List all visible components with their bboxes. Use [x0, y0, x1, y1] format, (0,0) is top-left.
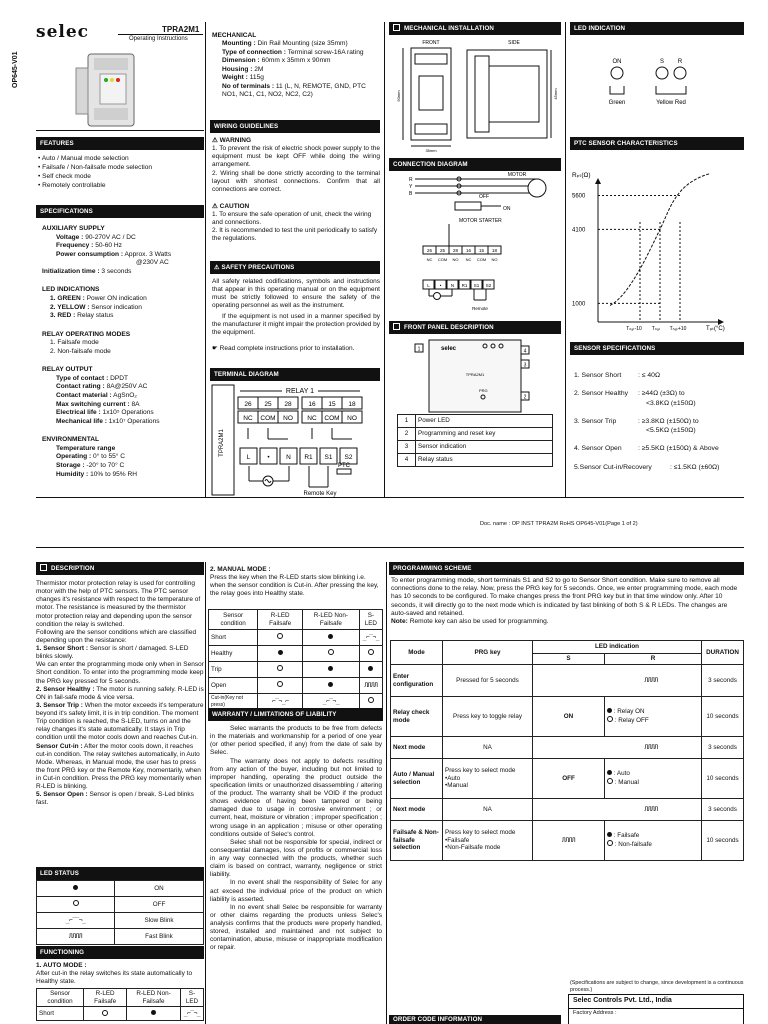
- svg-text:selec: selec: [441, 346, 457, 352]
- svg-text:PRG: PRG: [479, 388, 488, 393]
- terminal-bottom-label: L: [246, 454, 251, 461]
- programming-body: To enter programming mode, short terminals S1 and S2 to go to Sensor Short condition. Make sure to remove all connections done to the relay. Now, press the PRG key for 5 seconds. Once, we enter programming mode, each mode has 10 seconds to be configured. To make changes press the front PRG key but in that time window only. After 10 seconds, it will directly go to the next mode which is indicated by fast blinking of both S & R LEDs. The changes are auto-saved and retained. Note: Remote key can also be used for programming.: [391, 577, 738, 626]
- feature-item: • Remotely controllable: [38, 181, 106, 189]
- model-title: TPRA2M1: [162, 25, 200, 34]
- programming-row: Relay check mode Press key to toggle relay ON : Relay ON : Relay OFF 10 seconds: [391, 697, 744, 737]
- led-indications-title: LED INDICATIONS: [42, 286, 100, 294]
- conn-terminal-bottom-label: S1: [473, 283, 480, 288]
- safety-header: ⚠ SAFETY PRECAUTIONS: [210, 261, 380, 274]
- doc-name: Doc. name : OP INST TPRA2M RoHS OP645-V01(Page 1 of 2): [480, 521, 638, 527]
- description-body: Thermistor motor protection relay is used for controlling motor with the help of PTC sensors. The PTC sensor changes it's resistance with respect to the temperature of motor. The resistance is measured by the thermistor motor protection relay and depending upon the sensor condition the relay is switched. Following are the sensor conditions which are classified depending upon the resistance: 1. Sensor Short : Sensor is short / damaged. S-LED blinks slowly. We can enter the programming mode only when in Sensor Short condition. To enter into the programming mode keep the PRG key pressed for 5 seconds. 2. Sensor Healthy : The motor is running safely. R-LED is ON in fail-safe mode & vice versa. 3. Sensor Trip : When the motor exceeds it's temperature beyond it's safety limit, it is in trip condition. The moment Trip condition is reached, the S-LED, turns on and the relay changes it's state automatically. It stays in Trip condition until the motor cools down and reaches Cut-in. Sensor Cut-in : After the motor cools down, it reaches cut-in condition. The relay switches automatically, in Auto Mode. Whereas, in Manual mode, the user has to press the front PRG key or the Remote Key, momentarily, when in Cut-in condition. Press the PRG key momentarily when R-LED is blinking. 5. Sensor Open : Sensor is open / break. S-Led blinks fast.: [36, 580, 204, 807]
- safety-body: All safety related codifications, symbols and instructions that appear in this operating manual or on the equipment must be strictly followed to ensure the safety of the operating personnel as well as the instrument. If the equipment is not used in a manner specified by the manufacturer it might impair the protection provided by the equipment. ☛ Read complete instructions prior to installation.: [212, 278, 381, 352]
- terminal-number: 28: [284, 401, 292, 408]
- warranty-body: Selec warrants the products to be free from defects in the materials and workmanship for a period of one year (or other period specified, if any) from the date of sale by Selec. The warranty does not apply to defects resulting from any action of the buyer, including but not limited to improper handling, operating the product outside the specification limits or unauthorized disassembling / altering of the product. The warranty shall be VOID if the product shows evidence of having been tampered or being damaged due to usage in corrosive environment ; or current, heat, moisture or vibration ; improper specification ; wrong usage in an application ; misuse or other operating conditions outside of Selec's control. Selec shall not be responsible for special, indirect or consequential damages, loss of profits or commercial loss in any way connected with the products, whether such claim is based on contract, warranty, negligence or strict liability. In no event shall the responsibility of Selec for any act exceed the individual price of the product on which liability is asserted. In no event shall Selec be responsible for warranty or other claims regarding the products unless Selec's analysis confirms that the products were properly handled, stored, installed and maintained and not subject to contamination, abuse, misuse or inappropriate modification or repair.: [210, 725, 382, 952]
- conn-terminal-bottom-label: R1: [461, 283, 468, 288]
- relay-modes-title: RELAY OPERATING MODES: [42, 330, 131, 338]
- feature-item: • Auto / Manual mode selection: [38, 155, 129, 162]
- product-image: [74, 52, 146, 128]
- company-box: Selec Controls Pvt. Ltd., India Factory Address :: [568, 994, 744, 1024]
- svg-text:Y: Y: [409, 184, 413, 190]
- x-tick-label: Tₙₐₜ: [651, 326, 661, 332]
- svg-text:TPRA2M1: TPRA2M1: [465, 372, 485, 377]
- svg-text:R: R: [409, 177, 413, 183]
- conn-terminal-bottom-label: •: [439, 283, 442, 288]
- conn-terminal-number: 18: [491, 248, 498, 253]
- specifications-body: AUXILIARY SUPPLY Voltage : 90-270V AC / DC Frequency : 50-60 Hz Power consumption : Approx. 3 Watts @230V AC Initialization time : 3 seconds LED INDICATIONS 1. GREEN : Power ON indication 2. YELLOW : Sensor indication 3. RED : Relay status RELAY OPERATING MODES 1. Failsafe mode 2. Non-failsafe mode RELAY OUTPUT Type of contact : DPDT Contact rating : 8A@250V AC Contact material : AgSnO₂ Max switching current : 8A Electrical life : 1x10⁵ Operations Mechanical life : 1x10⁷ Operations ENVIRONMENTAL Temperature range Operating : 0° to 55° C Storage : -20° to 70° C Humidity : 10% to 95% RH: [42, 225, 204, 479]
- conn-terminal-number: 15: [478, 248, 485, 253]
- doc-code: OP645-V01: [12, 51, 19, 88]
- terminal-diagram: [210, 383, 380, 498]
- sensor-spec-item: <5.5KΩ (±150Ω): [646, 427, 696, 435]
- sensor-spec-item: 1. Sensor Short : ≤ 40Ω: [574, 372, 661, 379]
- terminal-function: NO: [347, 415, 357, 422]
- svg-text:Remote Key: Remote Key: [303, 491, 337, 497]
- front-panel-row: 4 Relay status: [398, 454, 553, 467]
- terminal-diagram-header: TERMINAL DIAGRAM: [210, 368, 380, 381]
- sensor-specs-list: [574, 362, 744, 472]
- terminal-number: 26: [244, 401, 252, 408]
- conn-terminal-bottom-label: S2: [485, 283, 492, 288]
- aux-supply-title: AUXILIARY SUPPLY: [42, 225, 105, 232]
- svg-text:FRONT: FRONT: [422, 40, 440, 46]
- conn-terminal-number: 26: [426, 248, 433, 253]
- manual-mode-table: Sensor condition R-LED Failsafe R-LED Non-Failsafe S-LED Short _⌐‾¬_ Healthy Trip Open ЛЛЛЛ Cut-in(Key not press) ⌐‾¬_⌐ _⌐‾¬_: [208, 609, 383, 710]
- slow-blink-symbol: _⌐‾‾¬_: [37, 913, 115, 929]
- programming-table: Mode PRG key LED indication DURATION S R Enter configuration Pressed for 5 seconds ЛЛЛЛ 3 seconds Relay check mode Press key to toggle relay ON : Relay ON : Relay OFF 10 seconds Next mode NA ЛЛЛЛ 3 seconds Auto / Manual selection Press key to select mode •Auto •Manual OFF : Auto : Manual 10 seconds Next mode NA ЛЛЛЛ 3 seconds Failsafe & Non-failsafe selection Press key to select mode •Failsafe •Non-Failsafe mode ЛЛЛЛ : Failsafe : Non-failsafe 10 seconds: [390, 640, 744, 861]
- svg-text:ON: ON: [503, 206, 511, 212]
- conn-terminal-function: NO: [452, 257, 459, 262]
- front-panel-table: [397, 414, 553, 467]
- mechanical-section: MECHANICAL Mounting : Din Rail Mounting (size 35mm) Type of connection : Terminal screw-16A rating Dimension : 60mm x 35mm x 90mm Housing : 2M Weight : 115g No of terminals : 11 (L, N, REMOTE, GND, PTC NO1, NC1, C1, NO2, NC2, C2): [212, 32, 366, 99]
- programming-row: Next mode NA ЛЛЛЛ 3 seconds: [391, 799, 744, 821]
- terminal-function: NC: [243, 415, 253, 422]
- led-indication-drawing: [570, 36, 744, 128]
- conn-terminal-function: COM: [437, 257, 448, 262]
- terminal-bottom-label: N: [286, 454, 291, 461]
- svg-text:2: 2: [523, 394, 527, 401]
- conn-terminal-function: NC: [426, 257, 433, 262]
- terminal-function: COM: [260, 415, 276, 422]
- led-on-symbol: [73, 885, 78, 890]
- conn-terminal-function: NO: [491, 257, 498, 262]
- svg-text:MOTOR STARTER: MOTOR STARTER: [459, 218, 502, 224]
- svg-text:PTC: PTC: [338, 463, 350, 469]
- functioning-header: FUNCTIONING: [36, 946, 204, 959]
- front-panel-header: FRONT PANEL DESCRIPTION: [389, 321, 561, 334]
- terminal-number: 25: [264, 401, 272, 408]
- front-panel-row: 1 Power LED: [398, 415, 553, 428]
- sensor-spec-item: 5.Sensor Cut-in/Recovery : ≤1.5KΩ (±60Ω): [574, 463, 720, 471]
- warning-icon: ⚠: [212, 137, 220, 144]
- wiring-guidelines-header: WIRING GUIDELINES: [210, 120, 380, 133]
- led-indication-header: LED INDICATION: [570, 22, 744, 35]
- led-status-header: LED STATUS: [36, 867, 204, 880]
- connection-diagram: [389, 172, 561, 317]
- fast-blink-symbol: ЛЛЛЛ: [37, 929, 115, 945]
- feature-item: • Failsafe / Non-failsafe mode selection: [38, 163, 153, 171]
- conn-terminal-number: 25: [439, 248, 446, 253]
- svg-text:4: 4: [523, 348, 527, 355]
- svg-text:MOTOR: MOTOR: [507, 172, 527, 178]
- relay-label: RELAY 1: [285, 388, 315, 395]
- features-list: [38, 155, 204, 191]
- environmental-title: ENVIRONMENTAL: [42, 436, 100, 444]
- conn-terminal-function: NC: [465, 257, 472, 262]
- terminal-bottom-label: S1: [324, 454, 333, 461]
- front-panel-row: 3 Sensor indication: [398, 441, 553, 454]
- svg-text:3: 3: [523, 362, 527, 369]
- svg-text:B: B: [409, 191, 413, 197]
- conn-terminal-number: 28: [452, 248, 459, 253]
- terminal-function: NO: [283, 415, 293, 422]
- terminal-function: NC: [307, 415, 317, 422]
- svg-text:SIDE: SIDE: [508, 40, 520, 46]
- conn-terminal-bottom-label: L: [427, 283, 430, 288]
- y-tick-label: 1000: [572, 301, 586, 308]
- svg-text:Yellow Red: Yellow Red: [656, 100, 686, 106]
- warning-icon: ⚠: [214, 264, 222, 271]
- svg-text:ON: ON: [612, 59, 622, 65]
- connection-diagram-header: CONNECTION DIAGRAM: [389, 158, 561, 171]
- conn-terminal-bottom-label: N: [450, 283, 455, 288]
- front-panel-row: 2 Programming and reset key: [398, 428, 553, 441]
- svg-text:R: R: [677, 59, 683, 65]
- hand-pointer-icon: ☛: [212, 344, 218, 352]
- programming-row: Enter configuration Pressed for 5 seconds ЛЛЛЛ 3 seconds: [391, 665, 744, 697]
- manual-mode: 2. MANUAL MODE : Press the key when the R-LED starts slow blinking i.e. when the sensor condition is Cut-in. After pressing the key, the relay goes into Healthy state.: [210, 566, 379, 598]
- warranty-header: WARRANTY / LIMITATIONS OF LIABILITY: [208, 708, 383, 721]
- features-header: FEATURES: [36, 137, 204, 150]
- feature-item: • Self check mode: [38, 172, 91, 180]
- conn-terminal-function: COM: [476, 257, 487, 262]
- sensor-spec-item: 2. Sensor Healthy : ≥44Ω (±3Ω) to: [574, 390, 685, 398]
- wiring-body: ⚠ WARNING 1. To prevent the risk of electric shock power supply to the equipment must be kept OFF while doing the wiring arrangement. 2. Wiring shall be done strictly according to the terminal layout with shortest connections. Confirm that all connections are correct. ⚠ CAUTION 1. To ensure the safe operation of unit, check the wiring and connections. 2. It is recommended to test the unit periodically to satisfy the regulations.: [212, 137, 380, 243]
- terminal-number: 18: [348, 401, 356, 408]
- selec-logo: selec: [36, 22, 90, 42]
- front-panel-drawing: [389, 336, 561, 414]
- svg-text:Remote: Remote: [472, 306, 488, 311]
- y-tick-label: 5600: [572, 193, 586, 200]
- sensor-spec-item: <3.8KΩ (±150Ω): [646, 399, 696, 407]
- description-header: DESCRIPTION: [36, 562, 204, 575]
- programming-header: PROGRAMMING SCHEME: [389, 562, 744, 575]
- x-tick-label: Tₙₐₜ-10: [626, 326, 642, 332]
- svg-text:45mm: 45mm: [553, 88, 558, 100]
- x-tick-label: Tₙₐₜ+10: [669, 326, 687, 332]
- chart-ylabel: Rₚₜ(Ω): [572, 172, 591, 179]
- svg-text:OFF: OFF: [479, 194, 489, 200]
- conn-terminal-number: 16: [465, 248, 472, 253]
- sensor-spec-item: 4. Sensor Open : ≥5.5KΩ (±150Ω) & Above: [574, 445, 719, 453]
- led-off-symbol: [73, 900, 79, 906]
- terminal-bottom-label: R1: [304, 454, 313, 461]
- order-code-header: ORDER CODE INFORMATION: [389, 1015, 561, 1024]
- svg-text:S: S: [659, 59, 665, 65]
- auto-mode-table: Sensor condition R-LED Failsafe R-LED Non-Failsafe S-LED Short _⌐‾¬_: [36, 988, 204, 1021]
- specifications-header: SPECIFICATIONS: [36, 205, 204, 218]
- ptc-characteristics-header: PTC SENSOR CHARACTERISTICS: [570, 137, 744, 150]
- programming-row: Auto / Manual selection Press key to select mode •Auto •Manual OFF : Auto : Manual 10 seconds: [391, 759, 744, 799]
- mechanical-drawing: [389, 36, 561, 154]
- sensor-specs-header: SENSOR SPECIFICATIONS: [570, 342, 744, 355]
- svg-text:35mm: 35mm: [425, 148, 437, 153]
- auto-mode: 1. AUTO MODE : After cut-in the relay switches its state automatically to Healthy state.: [36, 962, 193, 986]
- terminal-side-label: TPRA2M1: [219, 429, 225, 457]
- caution-icon: ⚠: [212, 202, 220, 210]
- terminal-number: 15: [328, 401, 336, 408]
- terminal-number: 16: [308, 401, 316, 408]
- y-tick-label: 4100: [572, 227, 586, 234]
- svg-text:90mm: 90mm: [396, 90, 401, 102]
- terminal-bottom-label: •: [267, 454, 270, 461]
- led-status-table: ON OFF _⌐‾‾¬_ Slow Blink ЛЛЛЛ Fast Blink: [36, 880, 204, 945]
- mechanical-installation-header: MECHANICAL INSTALLATION: [389, 22, 561, 35]
- svg-text:1: 1: [417, 346, 421, 353]
- programming-row: Next mode NA ЛЛЛЛ 3 seconds: [391, 737, 744, 759]
- sensor-spec-item: 3. Sensor Trip : ≥3.8KΩ (±150Ω) to: [574, 417, 699, 425]
- svg-text:Green: Green: [608, 100, 626, 106]
- programming-row: Failsafe & Non-failsafe selection Press key to select mode •Failsafe •Non-Failsafe mode ЛЛЛЛ : Failsafe : Non-failsafe 10 seconds: [391, 821, 744, 861]
- relay-output-title: RELAY OUTPUT: [42, 366, 93, 374]
- terminal-function: COM: [324, 415, 340, 422]
- subtitle: Operating Instructions: [129, 36, 188, 42]
- chart-xlabel: Tₚₜ(°C): [706, 326, 725, 332]
- ptc-chart: [570, 152, 744, 337]
- disclaimer: (Specifications are subject to change, since development is a continuous process.): [570, 980, 744, 993]
- terminal-bottom-label: S2: [344, 454, 353, 461]
